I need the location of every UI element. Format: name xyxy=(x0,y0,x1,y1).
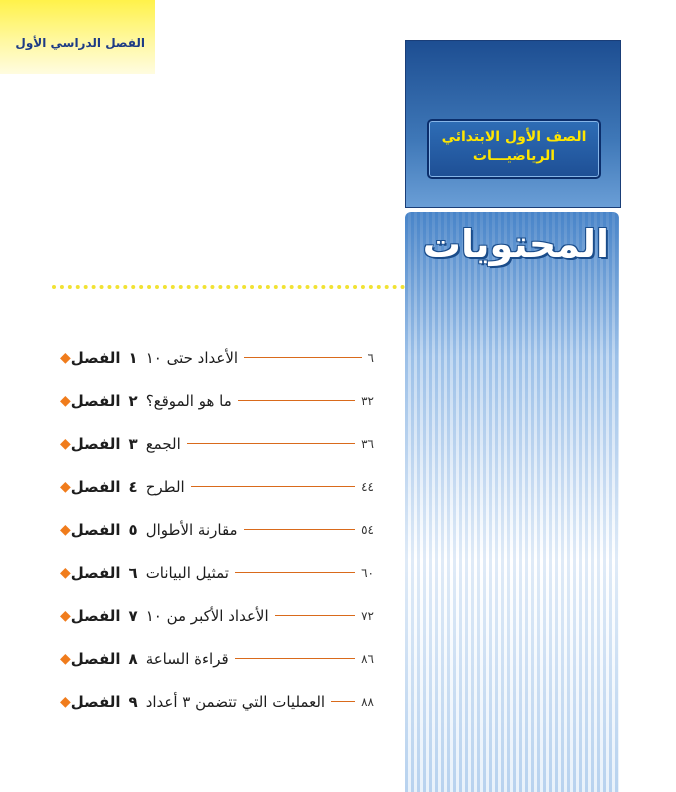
table-of-contents xyxy=(54,336,374,723)
diamond-bullet-icon: ◆ xyxy=(60,564,71,581)
toc-row[interactable] xyxy=(54,465,374,508)
chapter-title: الأعداد الأكبر من ١٠ xyxy=(145,606,269,625)
toc-row[interactable] xyxy=(54,336,374,379)
page-number: ٦٠ xyxy=(361,565,374,580)
chapter-number: ٩ xyxy=(128,692,138,711)
chapter-number: ٥ xyxy=(128,520,138,539)
diamond-bullet-icon: ◆ xyxy=(60,392,71,409)
chapter-number: ٤ xyxy=(128,477,138,496)
diamond-bullet-icon: ◆ xyxy=(60,607,71,624)
chapter-label: الفصل xyxy=(70,477,121,496)
leader-line xyxy=(187,443,355,444)
leader-line xyxy=(244,357,362,358)
header-panel xyxy=(405,40,621,208)
chapter-label: الفصل xyxy=(70,348,121,367)
chapter-title: قراءة الساعة xyxy=(145,649,229,668)
chapter-label: الفصل xyxy=(70,391,121,410)
leader-line xyxy=(235,658,355,659)
diamond-bullet-icon: ◆ xyxy=(60,650,71,667)
chapter-title: الطرح xyxy=(145,477,185,496)
grade-title: الصف الأول الابتدائي xyxy=(441,129,587,145)
toc-row[interactable] xyxy=(54,508,374,551)
page-number: ٤٤ xyxy=(361,479,374,494)
leader-line xyxy=(331,701,355,702)
chapter-title: الجمع xyxy=(145,434,181,453)
chapter-label: الفصل xyxy=(70,606,121,625)
chapter-title: تمثيل البيانات xyxy=(145,563,229,582)
chapter-label: الفصل xyxy=(70,434,121,453)
toc-row[interactable] xyxy=(54,594,374,637)
diamond-bullet-icon: ◆ xyxy=(60,435,71,452)
leader-line xyxy=(244,529,356,530)
chapter-title: العمليات التي تتضمن ٣ أعداد xyxy=(145,692,326,711)
chapter-title: الأعداد حتى ١٠ xyxy=(145,348,239,367)
chapter-label: الفصل xyxy=(70,692,121,711)
toc-row[interactable] xyxy=(54,422,374,465)
subject-title: الرياضيـــات xyxy=(472,148,556,164)
contents-title: المحتويات xyxy=(422,222,609,266)
leader-line xyxy=(275,615,355,616)
page-number: ٧٢ xyxy=(361,608,374,623)
page-number: ٥٤ xyxy=(361,522,374,537)
diamond-bullet-icon: ◆ xyxy=(60,521,71,538)
diamond-bullet-icon: ◆ xyxy=(60,349,71,366)
page-number: ٦ xyxy=(367,350,374,365)
chapter-label: الفصل xyxy=(70,520,121,539)
dotted-divider xyxy=(52,285,405,289)
chapter-number: ٢ xyxy=(128,391,138,410)
chapter-label: الفصل xyxy=(70,563,121,582)
toc-row[interactable] xyxy=(54,637,374,680)
chapter-label: الفصل xyxy=(70,649,121,668)
page-number: ٣٢ xyxy=(361,393,374,408)
diamond-bullet-icon: ◆ xyxy=(60,478,71,495)
page-number: ٣٦ xyxy=(361,436,374,451)
striped-side-panel xyxy=(405,212,619,792)
leader-line xyxy=(191,486,355,487)
toc-row[interactable] xyxy=(54,379,374,422)
toc-row[interactable] xyxy=(54,551,374,594)
semester-label: الفصل الدراسي الأول xyxy=(15,36,145,50)
chapter-number: ٦ xyxy=(128,563,138,582)
chapter-number: ١ xyxy=(128,348,138,367)
chapter-number: ٨ xyxy=(128,649,138,668)
semester-tab xyxy=(0,0,155,74)
toc-row[interactable] xyxy=(54,680,374,723)
chapter-title: ما هو الموقع؟ xyxy=(145,391,232,410)
chapter-number: ٣ xyxy=(128,434,138,453)
diamond-bullet-icon: ◆ xyxy=(60,693,71,710)
chapter-number: ٧ xyxy=(128,606,138,625)
chapter-title: مقارنة الأطوال xyxy=(145,520,238,539)
leader-line xyxy=(238,400,355,401)
page-number: ٨٨ xyxy=(361,694,374,709)
page-number: ٨٦ xyxy=(361,651,374,666)
grade-subject-box xyxy=(427,119,601,179)
leader-line xyxy=(235,572,355,573)
